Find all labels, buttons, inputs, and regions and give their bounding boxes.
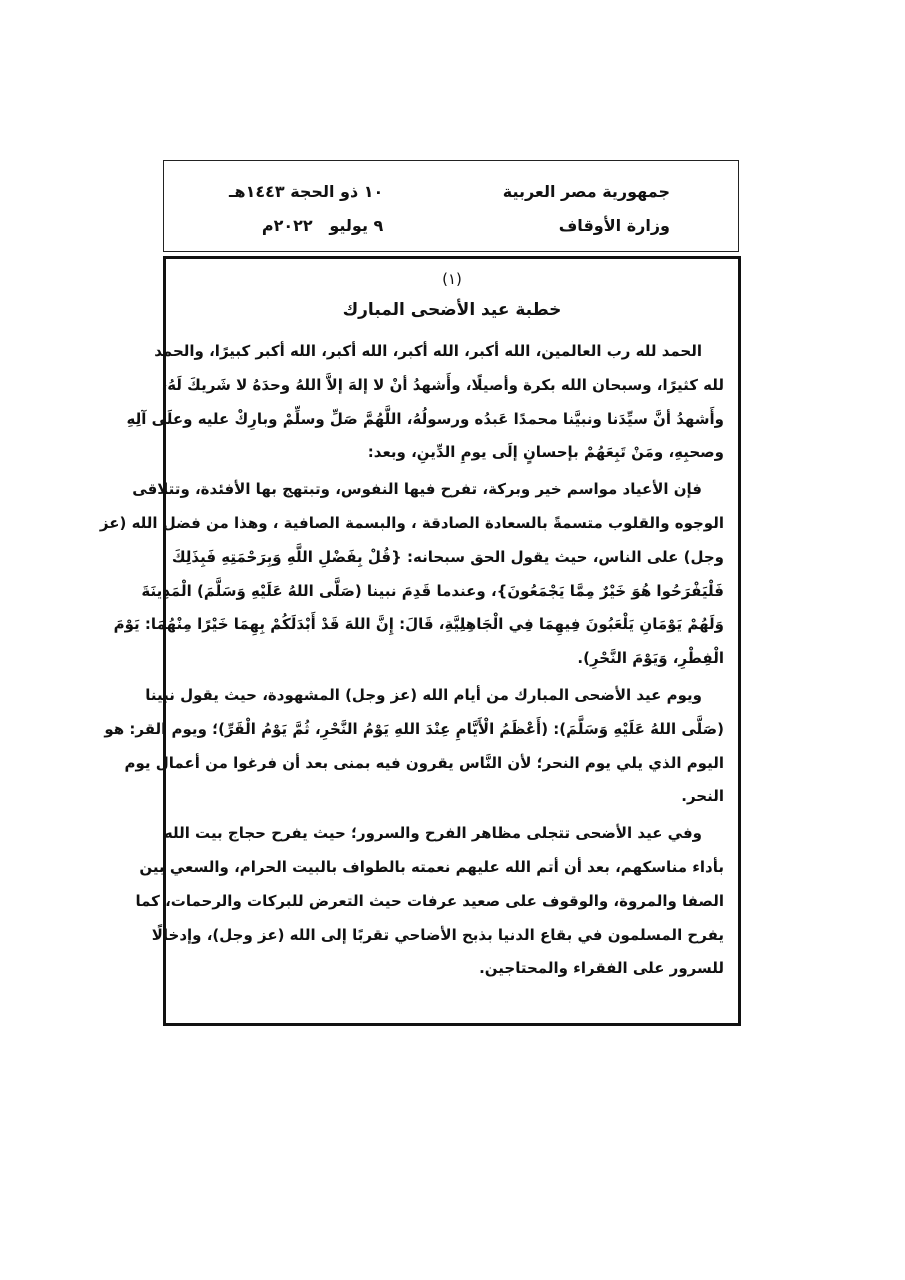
paragraph — [104, 679, 724, 814]
text-line: وفي عيد الأضحى تتجلى مظاهر الفرح والسرور؛ حيث يفرح حجاج بيت الله — [163, 824, 702, 843]
text-line: الحمد لله رب العالمين، الله أكبر، الله أكبر، الله أكبر، الله أكبر كبيرًا، والحمد — [154, 342, 702, 360]
text-line: الوجوه والقلوب متسمةً بالسعادة الصادقة ، والبسمة الصافية ، وهذا من فضل الله (عز — [99, 513, 724, 532]
hijri-date: ١٠ ذو الحجة ١٤٤٣هـ — [229, 182, 384, 201]
paragraph — [99, 473, 724, 676]
text-line: يفرح المسلمون في بقاع الدنيا بذبح الأضاحي تقربًا إلى الله (عز وجل)، وإدخالًا — [151, 925, 724, 944]
document-header — [163, 160, 739, 252]
text-line: وَلَهُمْ يَوْمَانِ يَلْعَبُونَ فِيهِمَا فِي الْجَاهِلِيَّةِ، قَالَ: إِنَّ اللهَ قَدْ أَبْدَلَكُمْ بِهِمَا خَيْرًا مِنْهُمَا: يَوْمَ — [113, 615, 724, 634]
text-line: لله كثيرًا، وسبحان الله بكرة وأصيلًا، وأَشهدُ أنْ لا إلهَ إلاَّ اللهُ وحدَهُ لا شَريكَ لَهُ، — [161, 375, 724, 394]
text-line: ويوم عيد الأضحى المبارك من أيام الله (عز وجل) المشهودة، حيث يقول نبينا — [145, 685, 702, 704]
text-line: فإن الأعياد مواسم خير وبركة، تفرح فيها النفوس، وتبتهج بها الأفئدة، وتتلاقى — [132, 480, 702, 499]
text-line: وجل) على الناس، حيث يقول الحق سبحانه: {قُلْ بِفَضْلِ اللَّهِ وَبِرَحْمَتِهِ فَبِذَلِكَ — [171, 547, 724, 566]
sermon-title: خطبة عيد الأضحى المبارك — [342, 300, 562, 320]
text-line: للسرور على الفقراء والمحتاجين. — [479, 959, 724, 978]
issuer-block — [503, 175, 670, 243]
paragraph — [126, 335, 724, 470]
paragraph — [135, 817, 724, 986]
text-line: وأَشهدُ أنَّ سيِّدَنا ونبيَّنا محمدًا عَبدُه ورسولُهُ، اللَّهُمَّ صَلِّ وسلِّمْ وبارِكْ عليه وعلَى آلِهِ — [126, 409, 724, 428]
text-line: وصحبِهِ، ومَنْ تَبِعَهُمْ بإحسانٍ إلَى يومِ الدِّينِ، وبعد: — [367, 443, 724, 462]
gregorian-date: ٩ يوليو ٢٠٢٢م — [261, 216, 384, 235]
sermon-paragraphs — [99, 335, 724, 986]
text-line: (صَلَّى اللهُ عَلَيْهِ وَسَلَّمَ): (أَعْظَمُ الْأَيَّامِ عِنْدَ اللهِ يَوْمُ النَّحْرِ، ثُمَّ يَوْمُ الْقَرِّ)؛ ويوم القر: هو — [104, 719, 724, 738]
country-name: جمهورية مصر العربية — [502, 182, 670, 201]
text-line: فَلْيَفْرَحُوا هُوَ خَيْرٌ مِمَّا يَجْمَعُونَ}، وعندما قَدِمَ نبينا (صَلَّى اللهُ عَلَيْهِ وَسَلَّمَ) الْمَدِينَةَ — [141, 581, 724, 600]
text-line: اليوم الذي يلي يوم النحر؛ لأن النَّاس يقرون فيه بمنى بعد أن فرغوا من أعمال يوم — [124, 753, 724, 772]
ministry-name: وزارة الأوقاف — [558, 216, 670, 235]
text-line: الصفا والمروة، والوقوف على صعيد عرفات حيث التعرض للبركات والرحمات، كما — [135, 891, 724, 910]
text-line: بأداء مناسكهم، بعد أن أتم الله عليهم نعمته بالطواف بالبيت الحرام، والسعي بين — [139, 857, 724, 876]
text-line: الْفِطْرِ، وَيَوْمَ النَّحْرِ). — [577, 649, 724, 668]
sermon-number: (١) — [442, 270, 462, 288]
text-line: النحر. — [681, 787, 724, 806]
date-block — [229, 175, 383, 243]
sermon-body — [99, 256, 741, 1026]
